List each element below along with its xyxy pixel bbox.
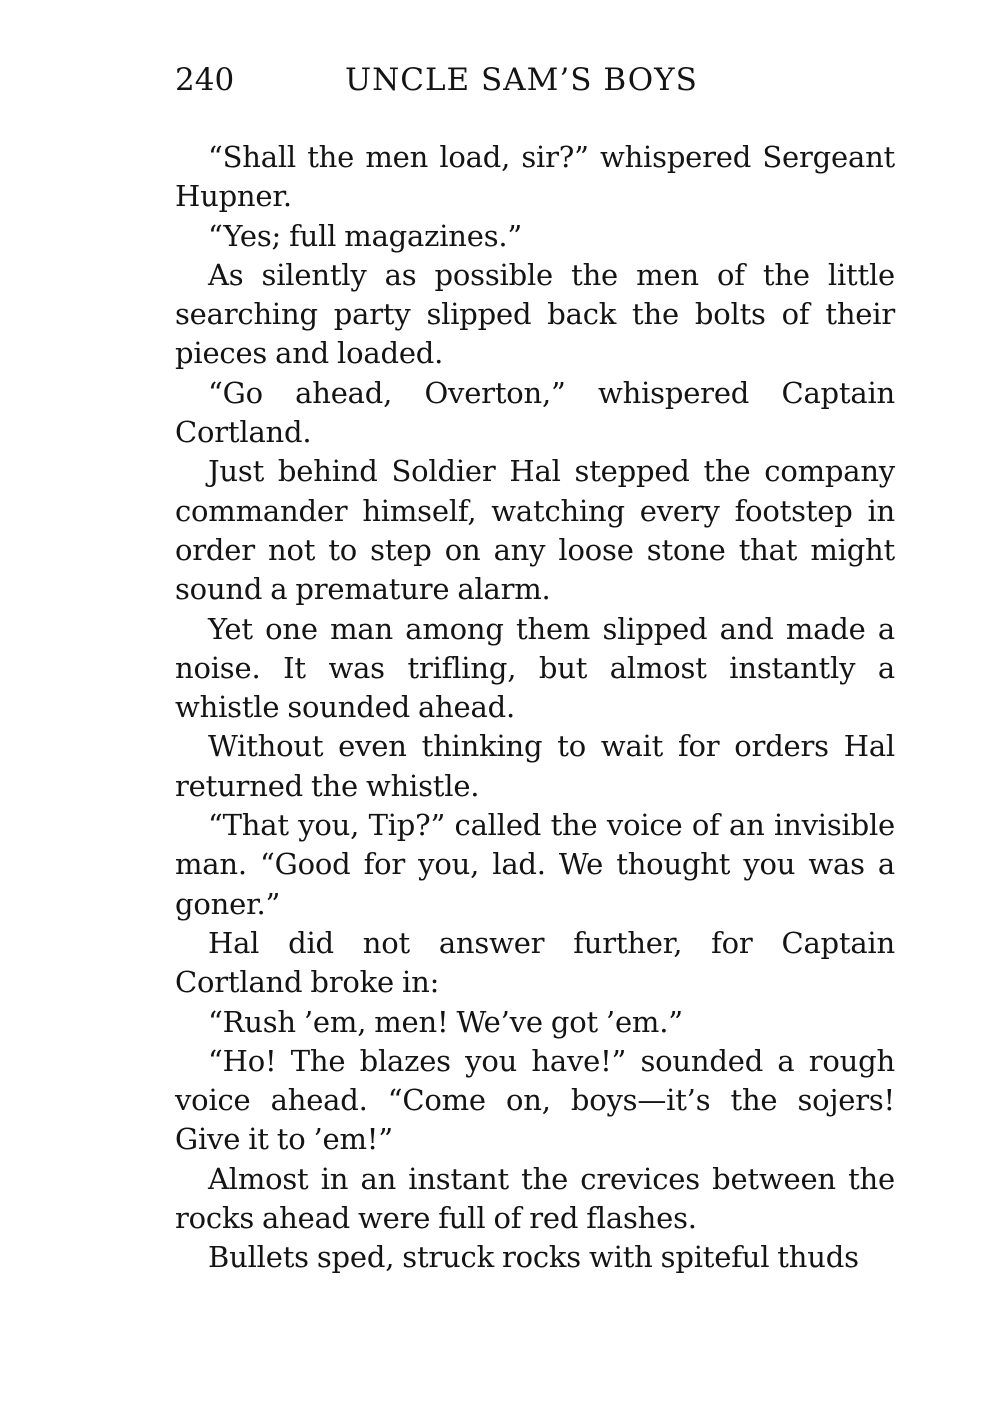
paragraph: Without even thinking to wait for orders Hal returned the whistle. [175,729,895,803]
paragraph: Just behind Soldier Hal stepped the company commander himself, watching every footstep in order not to step on any loose stone that might sound a premature alarm. [175,454,895,607]
paragraph: “Go ahead, Overton,” whispered Captain Cortland. [175,375,895,450]
paragraph: As silently as possible the men of the little searching party slipped back the bolts of their pieces and loaded. [175,257,895,371]
body-text [175,138,895,1278]
paragraph: “Ho! The blazes you have!” sounded a rough voice ahead. “Come on, boys—it’s the sojers! Give it to ’em!” [175,1043,895,1157]
book-title: UNCLE SAM’S BOYS [345,62,698,98]
paragraph: “Rush ’em, men! We’ve got ’em.” [208,1004,683,1039]
paragraph: “That you, Tip?” called the voice of an invisible man. “Good for you, lad. We thought you was a goner.” [175,808,895,921]
paragraph: Yet one man among them slipped and made a noise. It was trifling, but almost instantly a whistle sounded ahead. [175,611,895,725]
paragraph: Hal did not answer further, for Captain Cortland broke in: [175,925,895,1000]
paragraph: “Yes; full magazines.” [208,218,523,253]
paragraph: “Shall the men load, sir?” whispered Sergeant Hupner. [175,140,895,214]
running-head [175,58,895,102]
paragraph: Bullets sped, struck rocks with spiteful thuds [208,1240,859,1275]
page-number: 240 [175,62,235,98]
paragraph: Almost in an instant the crevices between the rocks ahead were full of red flashes. [175,1161,895,1236]
